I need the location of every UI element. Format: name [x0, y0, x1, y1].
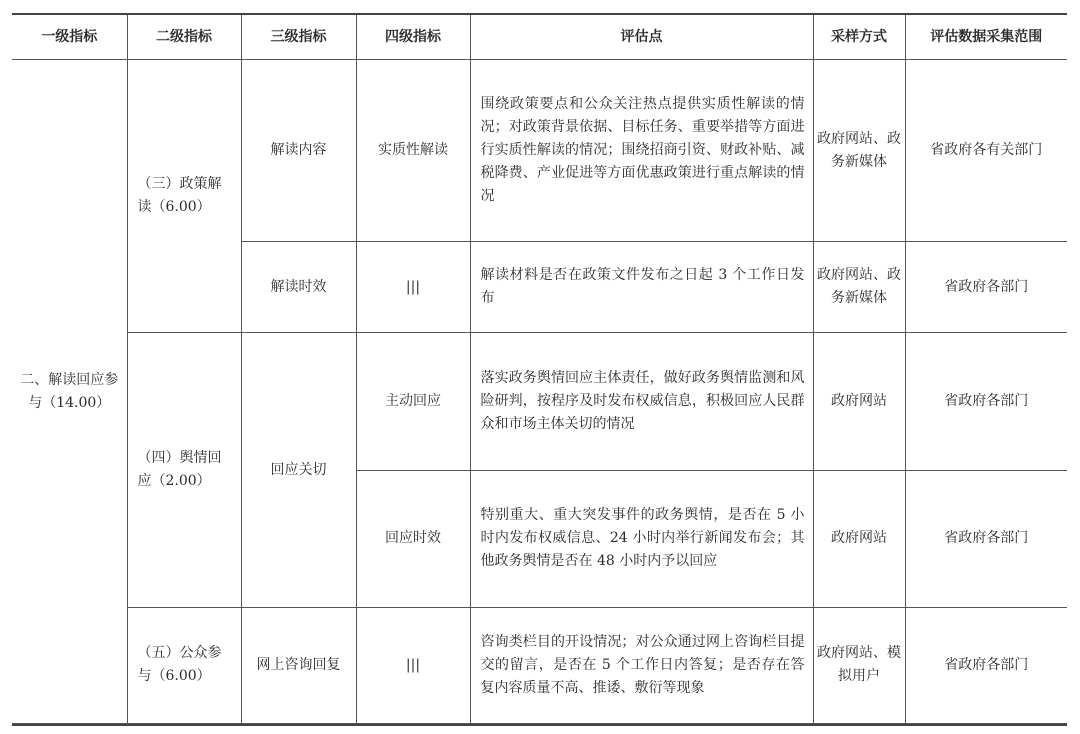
eval-cell: 解读材料是否在政策文件发布之日起 3 个工作日发布 [470, 242, 813, 333]
indicator-table [12, 15, 1067, 724]
level2-cell-opinion: （四）舆情回应（2.00） [127, 333, 241, 607]
table-row [12, 333, 1067, 470]
scope-cell: 省政府各部门 [905, 333, 1067, 470]
level1-cell: 二、解读回应参与（14.00） [12, 60, 127, 724]
scope-cell: 省政府各部门 [905, 242, 1067, 333]
method-cell: 政府网站、政务新媒体 [813, 242, 905, 333]
method-cell: 政府网站、模拟用户 [813, 607, 905, 723]
scope-cell: 省政府各部门 [905, 470, 1067, 607]
level4-cell: ||| [356, 242, 470, 333]
level3-cell: 回应关切 [241, 333, 356, 607]
table-row [12, 607, 1067, 723]
level3-cell: 解读内容 [241, 60, 356, 242]
header-level3: 三级指标 [241, 15, 356, 60]
scope-cell: 省政府各部门 [905, 607, 1067, 723]
level2-cell-public: （五）公众参与（6.00） [127, 607, 241, 723]
level4-cell: 实质性解读 [356, 60, 470, 242]
level4-cell: ||| [356, 607, 470, 723]
level2-cell-policy: （三）政策解读（6.00） [127, 60, 241, 333]
method-cell: 政府网站 [813, 333, 905, 470]
header-level2: 二级指标 [127, 15, 241, 60]
eval-cell: 咨询类栏目的开设情况；对公众通过网上咨询栏目提交的留言，是否在 5 个工作日内答复；是否存在答复内容质量不高、推诿、敷衍等现象 [470, 607, 813, 723]
method-cell: 政府网站 [813, 470, 905, 607]
header-scope: 评估数据采集范围 [905, 15, 1067, 60]
indicator-table-wrapper [12, 13, 1067, 726]
eval-cell: 落实政务舆情回应主体责任，做好政务舆情监测和风险研判，按程序及时发布权威信息，积极回应人民群众和市场主体关切的情况 [470, 333, 813, 470]
header-level4: 四级指标 [356, 15, 470, 60]
header-method: 采样方式 [813, 15, 905, 60]
level3-cell: 解读时效 [241, 242, 356, 333]
level4-cell: 主动回应 [356, 333, 470, 470]
level4-cell: 回应时效 [356, 470, 470, 607]
table-row [12, 60, 1067, 242]
header-level1: 一级指标 [12, 15, 127, 60]
method-cell: 政府网站、政务新媒体 [813, 60, 905, 242]
table-header-row [12, 15, 1067, 60]
level3-cell: 网上咨询回复 [241, 607, 356, 723]
header-eval: 评估点 [470, 15, 813, 60]
eval-cell: 围绕政策要点和公众关注热点提供实质性解读的情况；对政策背景依据、目标任务、重要举措等方面进行实质性解读的情况；围绕招商引资、财政补贴、减税降费、产业促进等方面优惠政策进行重点解读的情况 [470, 60, 813, 242]
scope-cell: 省政府各有关部门 [905, 60, 1067, 242]
eval-cell: 特别重大、重大突发事件的政务舆情，是否在 5 小时内发布权威信息、24 小时内举行新闻发布会；其他政务舆情是否在 48 小时内予以回应 [470, 470, 813, 607]
